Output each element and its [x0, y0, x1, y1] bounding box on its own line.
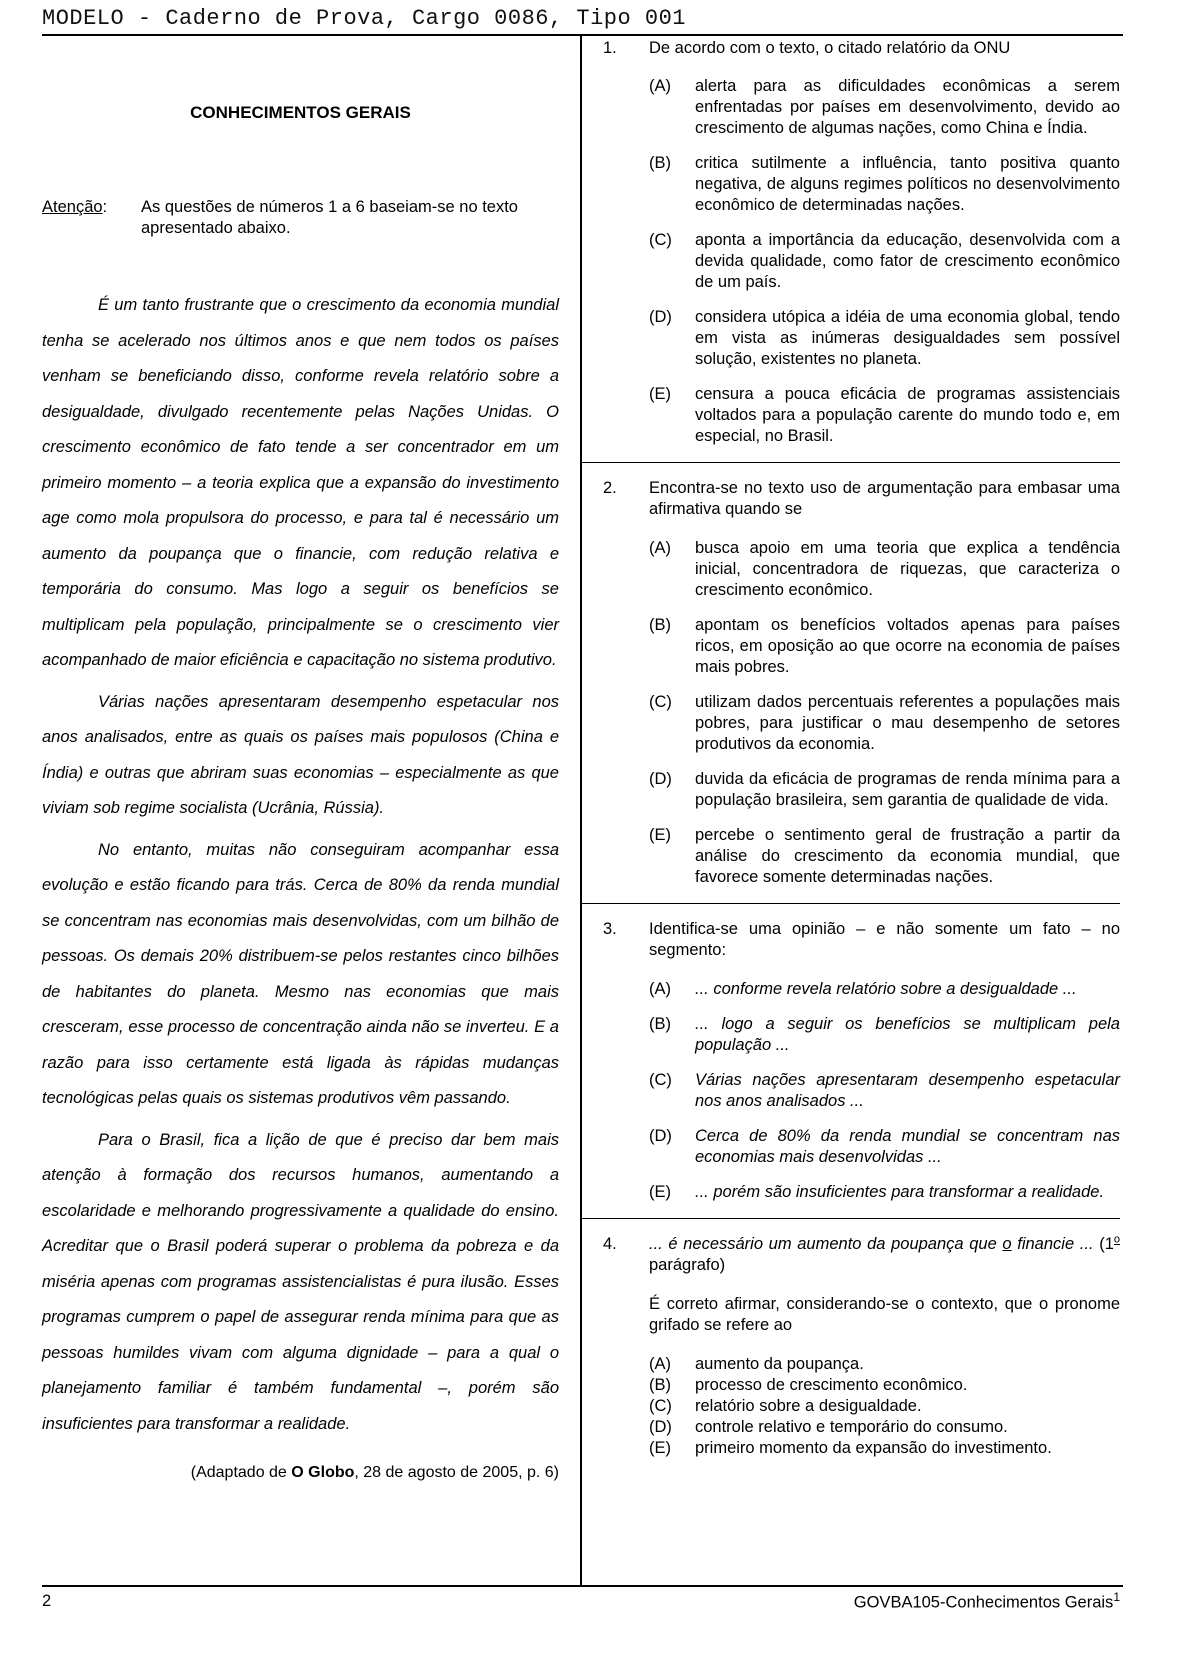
answer-option[interactable]: (C) aponta a importância da educação, desenvolvida com a devida qualidade, como fator de crescimento econômico de um país. — [649, 231, 1120, 291]
answer-option[interactable]: (A) aumento da poupança. — [649, 1355, 864, 1373]
answer-option[interactable]: (C) Várias nações apresentaram desempenho espetacular nos anos analisados ... — [649, 1071, 1120, 1110]
question-stem: Identifica-se uma opinião – e não somente um fato – no segmento: — [649, 920, 1120, 959]
answer-option[interactable]: (E) primeiro momento da expansão do investimento. — [649, 1439, 1052, 1457]
passage-paragraph: No entanto, muitas não conseguiram acompanhar essa evolução e estão ficando para trás. Cerca de 80% da renda mundial se concentram nas economias mais desenvolvidas, com um bilhão de pessoas. Os demais 20% distribuem-se pelos restantes cinco bilhões de habitantes do planeta. Mesmo nas economias que mais cresceram, esse processo de concentração ainda não se inverteu. E a razão para isso certamente está ligada às rápidas mudanças tecnológicas pelas quais os sistemas produtivos vêm passando. — [42, 840, 559, 1107]
question-separator — [580, 1218, 1120, 1219]
passage-paragraph: Para o Brasil, fica a lição de que é preciso dar bem mais atenção à formação dos recursos humanos, aumentando a escolaridade e melhorando progressivamente a qualidade do ensino. Acreditar que o Brasil poderá superar o problema da pobreza e da miséria apenas com programas assistencialistas é pura ilusão. Esses programas cumprem o papel de assegurar renda mínima para que as pessoas humildes vivam com alguma dignidade – para a qual o planejamento familiar é também fundamental –, porém são insuficientes para transformar a realidade. — [42, 1130, 559, 1433]
answer-option[interactable]: (B) processo de crescimento econômico. — [649, 1376, 968, 1394]
footer-rule — [42, 1585, 1123, 1587]
question-number: 3. — [603, 920, 617, 938]
answer-option[interactable]: (D) considera utópica a idéia de uma economia global, tendo em vista as inúmeras desigualdades sem possível solução, existentes no planeta. — [649, 308, 1120, 368]
section-title: CONHECIMENTOS GERAIS — [190, 103, 411, 122]
attention-label: Atenção — [42, 198, 103, 216]
answer-option[interactable]: (A) alerta para as dificuldades econômicas a serem enfrentadas por países em desenvolvimento, devido ao crescimento de algumas nações, como China e Índia. — [649, 77, 1120, 137]
answer-option[interactable]: (C) utilizam dados percentuais referentes a populações mais pobres, para justificar o mau desempenho de setores produtivos da economia. — [649, 693, 1120, 753]
answer-option[interactable]: (D) Cerca de 80% da renda mundial se concentram nas economias mais desenvolvidas ... — [649, 1127, 1120, 1166]
column-divider — [580, 34, 582, 1585]
answer-option[interactable]: (B) apontam os benefícios voltados apenas para países ricos, em oposição ao que ocorre na economia de países mais pobres. — [649, 616, 1120, 676]
answer-option[interactable]: (D) duvida da eficácia de programas de renda mínima para a população brasileira, sem garantia de qualidade de vida. — [649, 770, 1120, 809]
question-number: 2. — [603, 479, 617, 497]
question-number: 4. — [603, 1235, 617, 1253]
question-stem: Encontra-se no texto uso de argumentação para embasar uma afirmativa quando se — [649, 479, 1120, 518]
left-column — [42, 34, 559, 1482]
question-1 — [603, 38, 1120, 447]
answer-option[interactable]: (D) controle relativo e temporário do consumo. — [649, 1418, 1008, 1436]
question-stem: De acordo com o texto, o citado relatório da ONU — [649, 39, 1011, 57]
page-number: 2 — [42, 1592, 52, 1610]
question-2 — [603, 478, 1120, 888]
attention-text: As questões de números 1 a 6 baseiam-se no texto apresentado abaixo. — [141, 198, 518, 237]
source-publication: O Globo — [291, 1464, 355, 1481]
passage-source: (Adaptado de O Globo, 28 de agosto de 2005, p. 6) — [190, 1464, 559, 1481]
question-separator — [580, 462, 1120, 463]
answer-option[interactable]: (E) percebe o sentimento geral de frustração a partir da análise do crescimento da economia mundial, que favorece somente determinadas nações. — [649, 826, 1120, 886]
question-number: 1. — [603, 39, 617, 57]
attention-note: Atenção: As questões de números 1 a 6 baseiam-se no texto apresentado abaixo. — [42, 197, 559, 239]
question-3 — [603, 919, 1120, 1203]
answer-option[interactable]: (A) busca apoio em uma teoria que explica a tendência inicial, concentradora de riquezas, que caracteriza o crescimento econômico. — [649, 539, 1120, 599]
answer-option[interactable]: (E) ... porém são insuficientes para transformar a realidade. — [649, 1183, 1105, 1201]
question-instruction: É correto afirmar, considerando-se o contexto, que o pronome grifado se refere ao — [649, 1295, 1120, 1334]
reading-passage — [42, 288, 559, 1442]
answer-option[interactable]: (B) ... logo a seguir os benefícios se multiplicam pela população ... — [649, 1015, 1120, 1054]
question-4 — [603, 1234, 1120, 1459]
highlighted-pronoun: o — [1002, 1235, 1012, 1253]
page-header: MODELO - Caderno de Prova, Cargo 0086, Tipo 001 — [42, 6, 687, 31]
answer-option[interactable]: (B) critica sutilmente a influência, tanto positiva quanto negativa, de alguns regimes políticos no desenvolvimento econômico de determinadas nações. — [649, 154, 1120, 214]
answer-option[interactable]: (C) relatório sobre a desigualdade. — [649, 1397, 922, 1415]
question-separator — [580, 903, 1120, 904]
question-stem: ... é necessário um aumento da poupança que o financie ... (1$^o$ parágrafo) — [649, 1233, 1120, 1274]
passage-paragraph: É um tanto frustrante que o crescimento da economia mundial tenha se acelerado nos últimos anos e que nem todos os países venham se beneficiando disso, conforme revela relatório sobre a desigualdade, divulgado recentemente pelas Nações Unidas. O crescimento econômico de fato tende a ser concentrador em um primeiro momento – a teoria explica que a expansão do investimento age como mola propulsora do processo, e para tal é necessário um aumento da poupança que o financie, com redução relativa e temporária do consumo. Mas logo a seguir os benefícios se multiplicam pela população, principalmente se o crescimento vier acompanhado de maior eficiência e capacitação no sistema produtivo. — [42, 296, 559, 669]
answer-option[interactable]: (A) ... conforme revela relatório sobre a desigualdade ... — [649, 980, 1077, 998]
right-column — [603, 34, 1120, 1459]
exam-code: GOVBA105-Conhecimentos Gerais$^1$ — [853, 1590, 1120, 1612]
answer-option[interactable]: (E) censura a pouca eficácia de programas assistenciais voltados para a população carente do mundo todo e, em especial, no Brasil. — [649, 385, 1120, 445]
passage-paragraph: Várias nações apresentaram desempenho espetacular nos anos analisados, entre as quais os países mais populosos (China e Índia) e outras que abriram suas economias – especialmente as que viviam sob regime socialista (Ucrânia, Rússia). — [42, 692, 559, 817]
